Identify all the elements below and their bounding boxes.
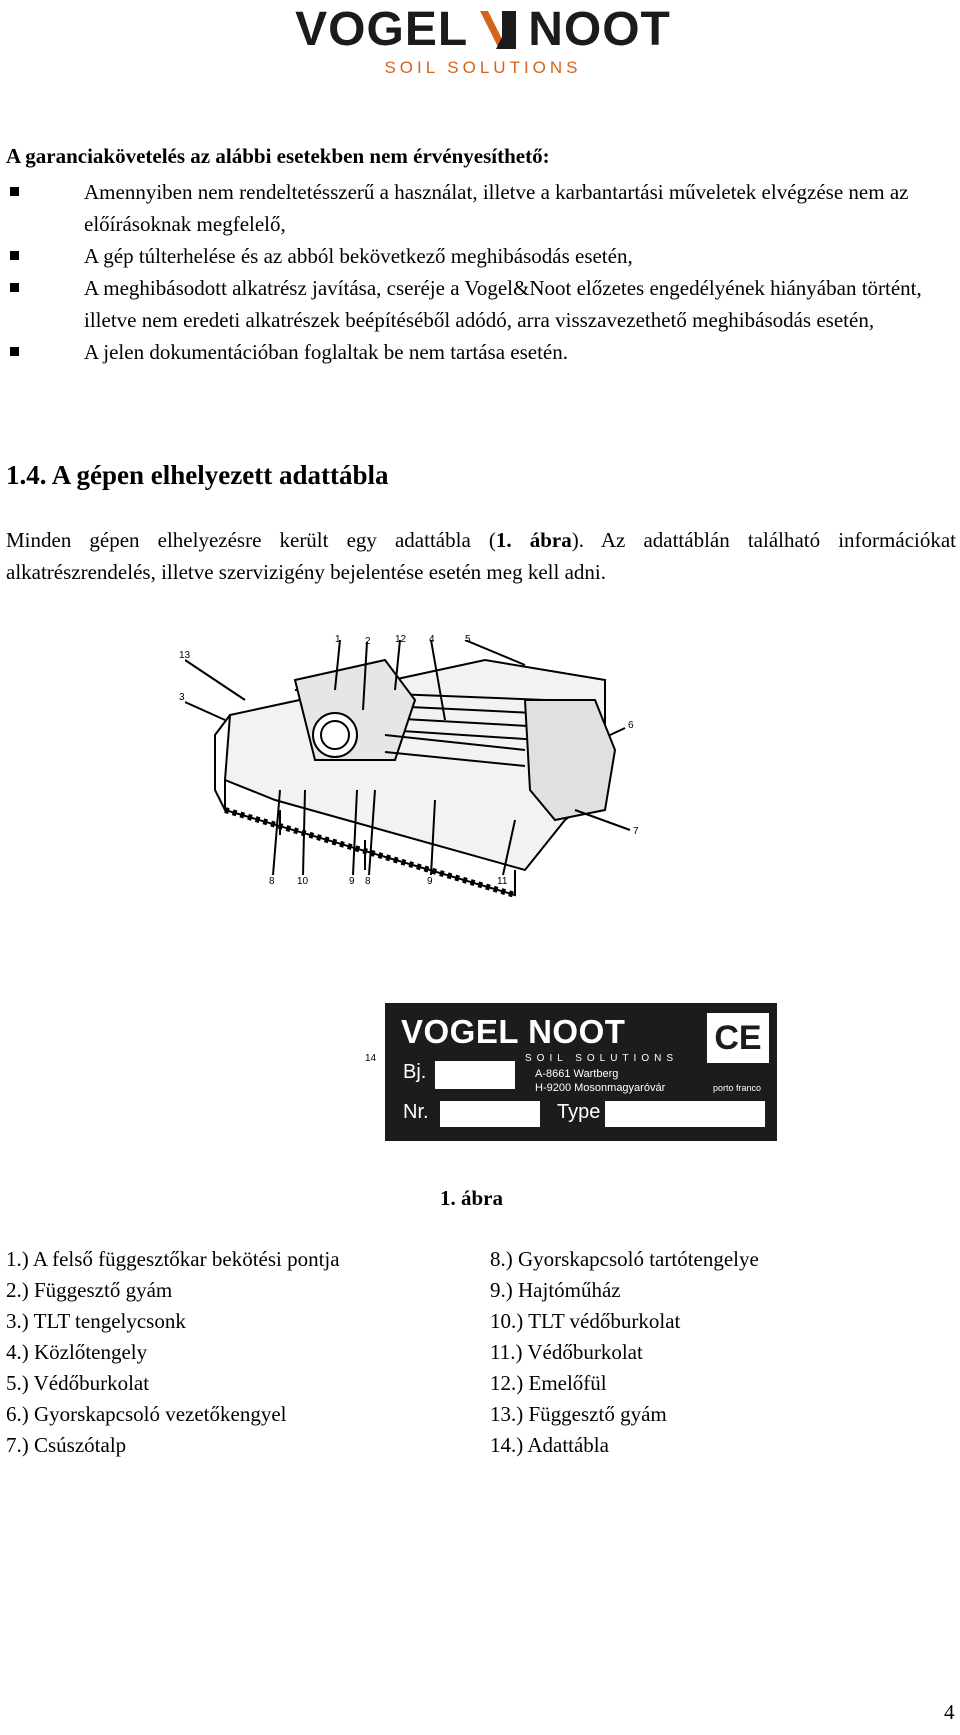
mulcher-diagram	[185, 640, 715, 960]
parts-list-item: 12.) Emelőfül	[490, 1371, 607, 1395]
callout-label: 7	[633, 826, 639, 837]
parts-list-item: 10.) TLT védőburkolat	[490, 1309, 681, 1333]
bullet-square-icon	[10, 187, 19, 196]
callout-label: 9	[427, 876, 433, 887]
bullet-square-icon	[10, 283, 19, 292]
callout-label: 6	[628, 720, 634, 731]
callout-label: 5	[465, 634, 471, 645]
warranty-list	[10, 176, 960, 368]
parts-list-item: 5.) Védőburkolat	[6, 1371, 150, 1395]
parts-list-item: 7.) Csúszótalp	[6, 1433, 127, 1457]
parts-list-item: 9.) Hajtóműház	[490, 1278, 621, 1302]
callout-label: 11	[497, 876, 508, 887]
callout-label: 2	[365, 636, 371, 647]
name-plate	[385, 1003, 777, 1141]
plate-label-bj: Bj.	[403, 1061, 427, 1083]
logo-mark-icon	[476, 7, 520, 53]
para-text-1: Minden gépen elhelyezésre került egy adattábla (	[6, 528, 496, 552]
ce-mark-icon: CE	[707, 1013, 769, 1063]
callout-label: 3	[179, 692, 185, 703]
warranty-item	[10, 240, 960, 272]
parts-list-left	[6, 1244, 340, 1461]
bullet-square-icon	[10, 251, 19, 260]
parts-list-right	[490, 1244, 759, 1461]
callout-label: 14	[365, 1053, 377, 1064]
callout-label: 10	[297, 876, 309, 887]
parts-list-item: 14.) Adattábla	[490, 1433, 609, 1457]
parts-list-item: 6.) Gyorskapcsoló vezetőkengyel	[6, 1402, 287, 1426]
callout-label: 13	[179, 650, 191, 661]
page-number: 4	[944, 1700, 955, 1724]
para-text-2: ). Az adattáblán található információkat alkatrészrendelés, illetve szervizigény bejelentése esetén meg kell adni.	[6, 528, 957, 584]
warranty-item-text: A meghibásodott alkatrész javítása, cseréje a Vogel&Noot előzetes engedélyének hiányában történt, illetve nem eredeti alkatrészek beépítéséből adódó, arra visszavezethető meghibásodás esetén,	[84, 276, 922, 332]
plate-address-line: A-8661 Wartberg	[535, 1068, 619, 1080]
logo-word-vogel: VOGEL	[295, 3, 469, 56]
callout-label: 8	[365, 876, 371, 887]
parts-list-item: 2.) Függesztő gyám	[6, 1278, 173, 1302]
warranty-item	[10, 336, 960, 368]
warranty-item-text: A gép túlterhelése és az abból bekövetkező meghibásodás esetén,	[84, 244, 633, 268]
plate-label-type: Type	[557, 1101, 601, 1123]
logo-word-noot: NOOT	[528, 3, 671, 56]
parts-list-item: 3.) TLT tengelycsonk	[6, 1309, 186, 1333]
warranty-item-text: Amennyiben nem rendeltetésszerű a használat, illetve a karbantartási műveletek elvégzése nem az előírásoknak megfelelő,	[84, 180, 909, 236]
plate-address	[535, 1067, 665, 1095]
plate-franco: porto franco	[713, 1083, 762, 1093]
warranty-item	[10, 272, 960, 336]
warranty-heading: A garanciakövetelés az alábbi esetekben nem érvényesíthető:	[6, 144, 550, 168]
section-title: 1.4. A gépen elhelyezett adattábla	[6, 460, 389, 490]
callout-label: 4	[429, 634, 435, 645]
warranty-item	[10, 176, 960, 240]
plate-address-line: H-9200 Mosonmagyaróvár	[535, 1082, 666, 1094]
parts-list-item: 13.) Függesztő gyám	[490, 1402, 667, 1426]
plate-tagline: SOIL SOLUTIONS	[525, 1053, 678, 1064]
parts-list-item: 1.) A felső függesztőkar bekötési pontja	[6, 1247, 340, 1271]
plate-field-nr	[440, 1101, 540, 1127]
figure-caption: 1. ábra	[440, 1186, 503, 1210]
plate-label-nr: Nr.	[403, 1101, 429, 1123]
warranty-item-text: A jelen dokumentációban foglaltak be nem tartása esetén.	[84, 340, 568, 364]
callout-label: 1	[335, 634, 341, 645]
logo-tagline: SOIL SOLUTIONS	[384, 58, 582, 77]
parts-list-item: 11.) Védőburkolat	[490, 1340, 643, 1364]
plate-field-bj	[435, 1061, 515, 1089]
callout-label: 8	[269, 876, 275, 887]
machine-drawing	[179, 634, 715, 960]
parts-list-item: 4.) Közlőtengely	[6, 1340, 148, 1364]
bullet-square-icon	[10, 347, 19, 356]
brand-logo	[278, 4, 688, 82]
callout-label: 9	[349, 876, 355, 887]
section-paragraph	[6, 524, 956, 588]
plate-brand: VOGEL NOOT	[401, 1013, 626, 1050]
plate-field-type	[605, 1101, 765, 1127]
figure-reference: 1. ábra	[495, 528, 572, 552]
logo-main	[278, 4, 688, 56]
parts-list-item: 8.) Gyorskapcsoló tartótengelye	[490, 1247, 759, 1271]
callout-label: 12	[395, 634, 407, 645]
